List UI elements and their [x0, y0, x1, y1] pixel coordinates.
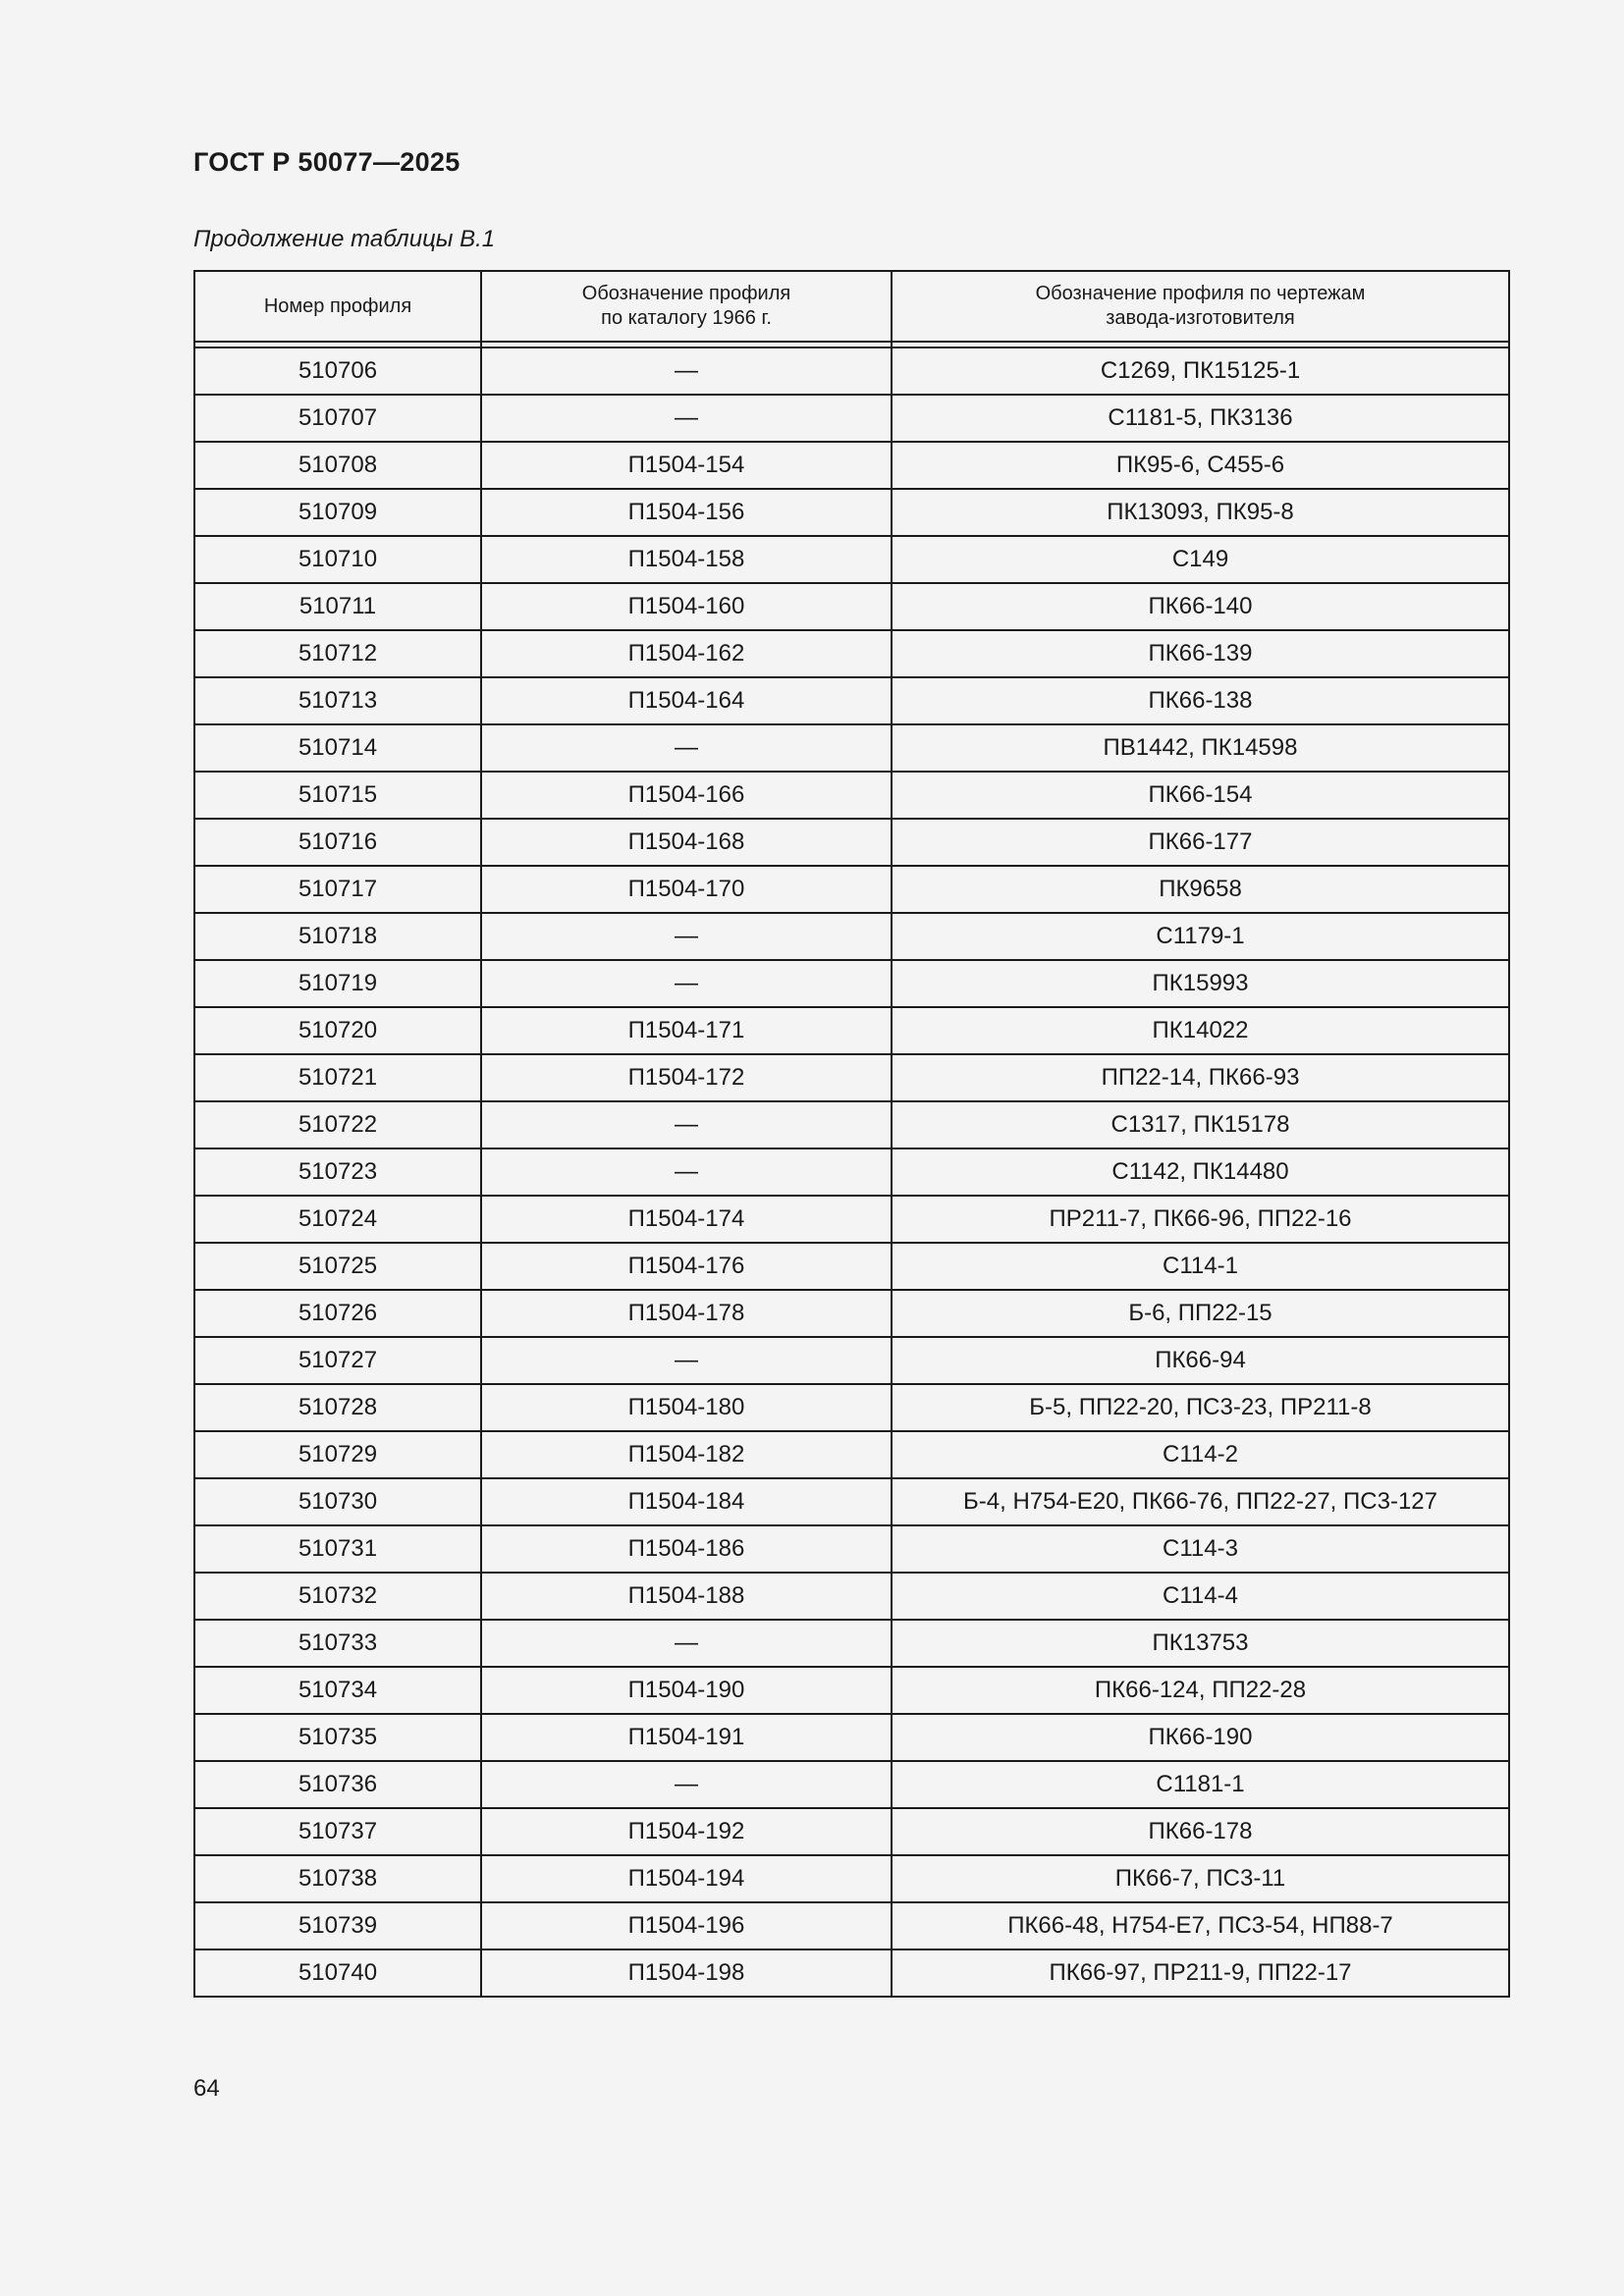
profiles-table	[193, 270, 1510, 1998]
table-row	[194, 1101, 1509, 1148]
cell-drawing-designation: С1181-1	[892, 1761, 1509, 1808]
cell-profile-number: 510723	[194, 1148, 481, 1196]
cell-profile-number: 510720	[194, 1007, 481, 1054]
cell-catalog-designation: —	[481, 1761, 892, 1808]
table-row	[194, 1667, 1509, 1714]
cell-profile-number: 510725	[194, 1243, 481, 1290]
table-row	[194, 630, 1509, 677]
table-row	[194, 536, 1509, 583]
cell-drawing-designation: Б-5, ПП22-20, ПС3-23, ПР211-8	[892, 1384, 1509, 1431]
cell-catalog-designation: П1504-188	[481, 1573, 892, 1620]
cell-drawing-designation: ПП22-14, ПК66-93	[892, 1054, 1509, 1101]
cell-drawing-designation: ПК66-138	[892, 677, 1509, 724]
header-manufacturer-drawing-designation: Обозначение профиля по чертежам завода-изготовителя	[892, 271, 1509, 342]
cell-profile-number: 510736	[194, 1761, 481, 1808]
cell-profile-number: 510729	[194, 1431, 481, 1478]
cell-drawing-designation: ПВ1442, ПК14598	[892, 724, 1509, 772]
cell-profile-number: 510726	[194, 1290, 481, 1337]
table-row	[194, 1855, 1509, 1902]
table-body	[194, 342, 1509, 1997]
cell-drawing-designation: ПК66-177	[892, 819, 1509, 866]
cell-catalog-designation: —	[481, 1148, 892, 1196]
cell-drawing-designation: ПК66-190	[892, 1714, 1509, 1761]
cell-drawing-designation: ПК66-94	[892, 1337, 1509, 1384]
cell-profile-number: 510706	[194, 347, 481, 395]
cell-profile-number: 510732	[194, 1573, 481, 1620]
cell-drawing-designation: С1269, ПК15125-1	[892, 347, 1509, 395]
cell-catalog-designation: П1504-176	[481, 1243, 892, 1290]
cell-profile-number: 510708	[194, 442, 481, 489]
cell-profile-number: 510707	[194, 395, 481, 442]
header-catalog-1966-designation: Обозначение профиля по каталогу 1966 г.	[481, 271, 892, 342]
cell-drawing-designation: ПК66-154	[892, 772, 1509, 819]
cell-catalog-designation: П1504-178	[481, 1290, 892, 1337]
cell-drawing-designation: ПК13093, ПК95-8	[892, 489, 1509, 536]
cell-catalog-designation: —	[481, 960, 892, 1007]
cell-profile-number: 510728	[194, 1384, 481, 1431]
cell-profile-number: 510739	[194, 1902, 481, 1949]
cell-profile-number: 510737	[194, 1808, 481, 1855]
cell-profile-number: 510714	[194, 724, 481, 772]
table-row	[194, 1243, 1509, 1290]
cell-drawing-designation: ПК66-97, ПР211-9, ПП22-17	[892, 1949, 1509, 1997]
cell-drawing-designation: С114-3	[892, 1525, 1509, 1573]
cell-drawing-designation: С149	[892, 536, 1509, 583]
table-row	[194, 1148, 1509, 1196]
cell-drawing-designation: С114-2	[892, 1431, 1509, 1478]
table-row	[194, 1384, 1509, 1431]
table-row	[194, 1902, 1509, 1949]
cell-catalog-designation: П1504-182	[481, 1431, 892, 1478]
cell-profile-number: 510721	[194, 1054, 481, 1101]
table-row	[194, 724, 1509, 772]
cell-catalog-designation: П1504-186	[481, 1525, 892, 1573]
cell-profile-number: 510735	[194, 1714, 481, 1761]
table-row	[194, 960, 1509, 1007]
table-row	[194, 677, 1509, 724]
cell-catalog-designation: —	[481, 1337, 892, 1384]
table-row	[194, 1290, 1509, 1337]
cell-profile-number: 510733	[194, 1620, 481, 1667]
cell-profile-number: 510734	[194, 1667, 481, 1714]
cell-profile-number: 510712	[194, 630, 481, 677]
cell-drawing-designation: ПК95-6, С455-6	[892, 442, 1509, 489]
table-row	[194, 395, 1509, 442]
cell-profile-number: 510710	[194, 536, 481, 583]
cell-catalog-designation: П1504-162	[481, 630, 892, 677]
cell-drawing-designation: ПК13753	[892, 1620, 1509, 1667]
cell-profile-number: 510717	[194, 866, 481, 913]
table-row	[194, 866, 1509, 913]
cell-drawing-designation: Б-4, Н754-Е20, ПК66-76, ПП22-27, ПС3-127	[892, 1478, 1509, 1525]
table-row	[194, 1573, 1509, 1620]
cell-drawing-designation: ПК66-178	[892, 1808, 1509, 1855]
cell-profile-number: 510711	[194, 583, 481, 630]
cell-catalog-designation: П1504-192	[481, 1808, 892, 1855]
cell-profile-number: 510715	[194, 772, 481, 819]
table-row	[194, 347, 1509, 395]
cell-catalog-designation: —	[481, 1620, 892, 1667]
cell-catalog-designation: П1504-190	[481, 1667, 892, 1714]
table-header-row	[194, 271, 1509, 342]
cell-drawing-designation: ПК66-140	[892, 583, 1509, 630]
cell-catalog-designation: П1504-158	[481, 536, 892, 583]
header-profile-number: Номер профиля	[194, 271, 481, 342]
cell-profile-number: 510730	[194, 1478, 481, 1525]
cell-catalog-designation: П1504-168	[481, 819, 892, 866]
table-row	[194, 1196, 1509, 1243]
cell-catalog-designation: —	[481, 395, 892, 442]
table-row	[194, 1431, 1509, 1478]
cell-catalog-designation: —	[481, 724, 892, 772]
page-number: 64	[193, 2075, 220, 2102]
cell-drawing-designation: ПК15993	[892, 960, 1509, 1007]
cell-profile-number: 510716	[194, 819, 481, 866]
cell-catalog-designation: П1504-174	[481, 1196, 892, 1243]
cell-profile-number: 510727	[194, 1337, 481, 1384]
cell-catalog-designation: П1504-166	[481, 772, 892, 819]
cell-catalog-designation: П1504-170	[481, 866, 892, 913]
table-row	[194, 1949, 1509, 1997]
cell-drawing-designation: С1317, ПК15178	[892, 1101, 1509, 1148]
table-row	[194, 913, 1509, 960]
table-row	[194, 1478, 1509, 1525]
cell-catalog-designation: П1504-196	[481, 1902, 892, 1949]
cell-catalog-designation: П1504-171	[481, 1007, 892, 1054]
cell-catalog-designation: П1504-164	[481, 677, 892, 724]
table-caption: Продолжение таблицы В.1	[193, 226, 496, 252]
cell-profile-number: 510719	[194, 960, 481, 1007]
table-row	[194, 583, 1509, 630]
cell-drawing-designation: ПК66-48, Н754-Е7, ПС3-54, НП88-7	[892, 1902, 1509, 1949]
table-row	[194, 442, 1509, 489]
table-row	[194, 1620, 1509, 1667]
cell-catalog-designation: П1504-160	[481, 583, 892, 630]
cell-drawing-designation: ПК14022	[892, 1007, 1509, 1054]
cell-drawing-designation: С114-1	[892, 1243, 1509, 1290]
table-row	[194, 489, 1509, 536]
cell-drawing-designation: С1142, ПК14480	[892, 1148, 1509, 1196]
cell-catalog-designation: П1504-198	[481, 1949, 892, 1997]
cell-profile-number: 510738	[194, 1855, 481, 1902]
cell-drawing-designation: ПР211-7, ПК66-96, ПП22-16	[892, 1196, 1509, 1243]
cell-profile-number: 510724	[194, 1196, 481, 1243]
cell-drawing-designation: Б-6, ПП22-15	[892, 1290, 1509, 1337]
cell-drawing-designation: ПК66-139	[892, 630, 1509, 677]
cell-profile-number: 510713	[194, 677, 481, 724]
cell-drawing-designation: ПК66-124, ПП22-28	[892, 1667, 1509, 1714]
cell-drawing-designation: С1179-1	[892, 913, 1509, 960]
cell-drawing-designation: ПК66-7, ПС3-11	[892, 1855, 1509, 1902]
table-row	[194, 1761, 1509, 1808]
cell-profile-number: 510718	[194, 913, 481, 960]
table-row	[194, 1007, 1509, 1054]
cell-catalog-designation: П1504-180	[481, 1384, 892, 1431]
cell-catalog-designation: П1504-191	[481, 1714, 892, 1761]
table-row	[194, 772, 1509, 819]
cell-catalog-designation: —	[481, 347, 892, 395]
cell-drawing-designation: С1181-5, ПК3136	[892, 395, 1509, 442]
cell-profile-number: 510722	[194, 1101, 481, 1148]
cell-profile-number: 510709	[194, 489, 481, 536]
cell-catalog-designation: П1504-194	[481, 1855, 892, 1902]
cell-catalog-designation: П1504-154	[481, 442, 892, 489]
table-row	[194, 819, 1509, 866]
table-row	[194, 1808, 1509, 1855]
table-row	[194, 1525, 1509, 1573]
cell-catalog-designation: —	[481, 913, 892, 960]
cell-drawing-designation: С114-4	[892, 1573, 1509, 1620]
cell-profile-number: 510740	[194, 1949, 481, 1997]
cell-catalog-designation: П1504-184	[481, 1478, 892, 1525]
cell-drawing-designation: ПК9658	[892, 866, 1509, 913]
table-row	[194, 1054, 1509, 1101]
table-row	[194, 1714, 1509, 1761]
cell-profile-number: 510731	[194, 1525, 481, 1573]
cell-catalog-designation: П1504-172	[481, 1054, 892, 1101]
table-row	[194, 1337, 1509, 1384]
document-standard-title: ГОСТ Р 50077—2025	[193, 147, 460, 177]
cell-catalog-designation: —	[481, 1101, 892, 1148]
cell-catalog-designation: П1504-156	[481, 489, 892, 536]
